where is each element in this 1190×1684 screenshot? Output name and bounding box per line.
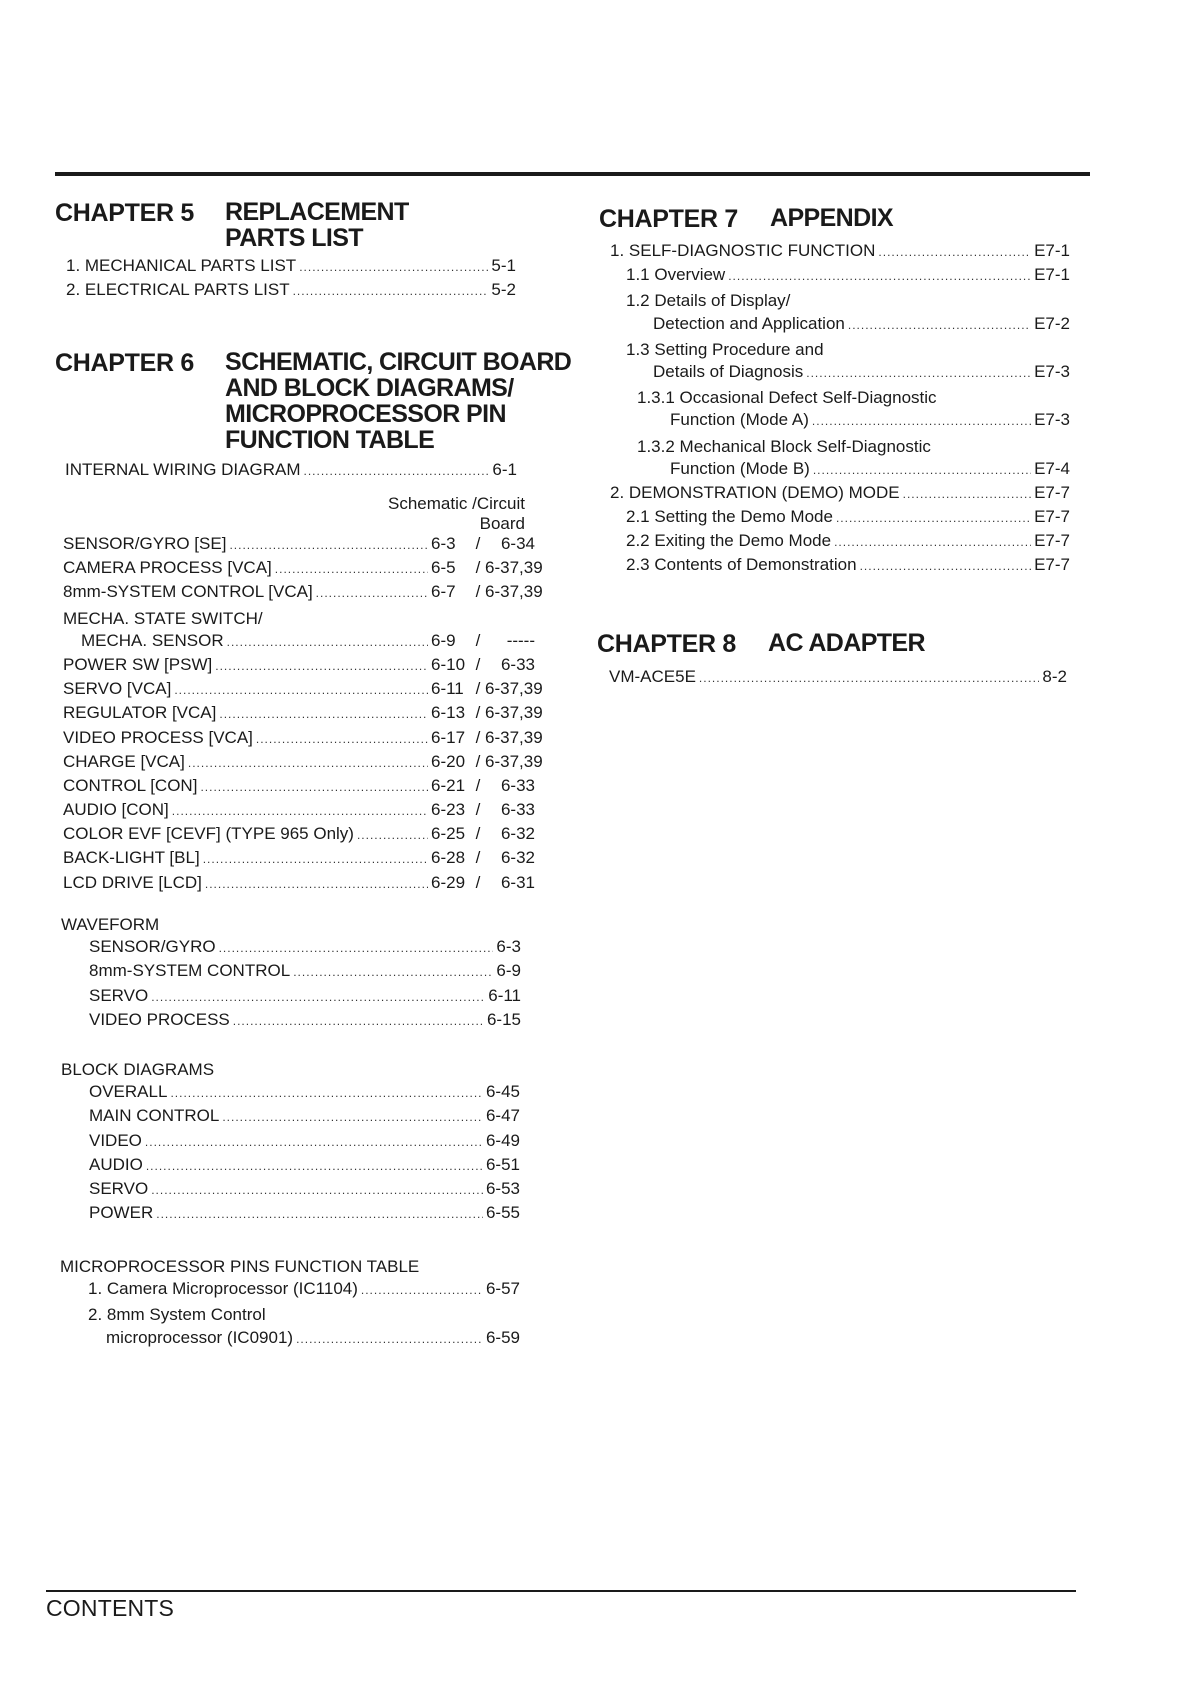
boards-list <box>63 534 543 897</box>
toc-entry[interactable]: 2. DEMONSTRATION (DEMO) MODE ..... E7-7 <box>610 483 1070 507</box>
toc-entry[interactable]: Details of Diagnosis ..... E7-3 <box>610 362 1070 386</box>
chapter6-title-line: MICROPROCESSOR PIN <box>225 400 506 428</box>
board-entry-line: MECHA. STATE SWITCH/ <box>63 608 263 628</box>
toc-entry[interactable]: POWER ..... 6-55 <box>89 1203 520 1227</box>
toc-entry[interactable]: microprocessor (IC0901) ..... 6-59 <box>88 1328 520 1352</box>
board-entry[interactable]: BACK-LIGHT [BL] ..... 6-28 / 6-32 <box>63 848 535 872</box>
board-entry[interactable]: CONTROL [CON] ..... 6-21 / 6-33 <box>63 776 535 800</box>
internal-wiring-entry <box>65 460 517 484</box>
toc-entry-line: 1.2 Details of Display/ <box>626 291 791 311</box>
chapter6-title-line: SCHEMATIC, CIRCUIT BOARD <box>225 348 572 376</box>
toc-entry[interactable]: 2.2 Exiting the Demo Mode ..... E7-7 <box>610 531 1070 555</box>
toc-entry[interactable]: Function (Mode A) ..... E7-3 <box>610 410 1070 434</box>
bottom-rule <box>46 1590 1076 1592</box>
toc-entry[interactable]: Function (Mode B) ..... E7-4 <box>610 459 1070 483</box>
toc-entry[interactable]: 1. Camera Microprocessor (IC1104) ..... 6-57 <box>88 1279 520 1303</box>
toc-entry[interactable]: Detection and Application ..... E7-2 <box>610 314 1070 338</box>
microprocessor-section <box>60 1255 520 1352</box>
chapter8-list <box>609 667 1067 691</box>
toc-entry[interactable]: SERVO ..... 6-11 <box>89 986 521 1010</box>
board-entry[interactable]: REGULATOR [VCA] ..... 6-13 / 6-37,39 <box>63 703 535 727</box>
toc-entry[interactable]: 2.3 Contents of Demonstration ..... E7-7 <box>610 555 1070 579</box>
chapter7-title: APPENDIX <box>770 204 894 232</box>
chapter6-title-line: AND BLOCK DIAGRAMS/ <box>225 374 514 402</box>
board-entry[interactable]: VIDEO PROCESS [VCA] ..... 6-17 / 6-37,39 <box>63 728 535 752</box>
waveform-heading: WAVEFORM <box>61 915 160 934</box>
board-entry[interactable]: MECHA. SENSOR ..... 6-9 / ----- <box>63 631 535 655</box>
toc-entry-line: 1.3 Setting Procedure and <box>626 339 824 359</box>
board-entry[interactable]: SENSOR/GYRO [SE] ..... 6-3 / 6-34 <box>63 534 535 558</box>
chapter5-title-line: PARTS LIST <box>225 224 363 252</box>
board-entry[interactable]: AUDIO [CON] ..... 6-23 / 6-33 <box>63 800 535 824</box>
chapter5-title <box>225 199 409 251</box>
chapter7-number: CHAPTER 7 <box>599 205 738 233</box>
toc-entry[interactable]: 1. MECHANICAL PARTS LIST ..... 5-1 <box>66 256 516 280</box>
chapter8-number: CHAPTER 8 <box>597 630 736 658</box>
board-entry[interactable]: 8mm-SYSTEM CONTROL [VCA] ..... 6-7 / 6-37,39 <box>63 582 535 606</box>
board-header-line: Board <box>479 514 525 533</box>
toc-entry-line: 1.3.1 Occasional Defect Self-Diagnostic <box>637 388 937 408</box>
toc-entry-line: 2. 8mm System Control <box>88 1305 266 1325</box>
chapter5-title-line: REPLACEMENT <box>225 198 409 226</box>
waveform-section <box>61 913 521 1034</box>
toc-entry[interactable]: OVERALL ..... 6-45 <box>89 1082 520 1106</box>
microprocessor-heading: MICROPROCESSOR PINS FUNCTION TABLE <box>60 1257 420 1276</box>
chapter5-number: CHAPTER 5 <box>55 199 194 227</box>
chapter7-list <box>610 241 1070 580</box>
toc-entry[interactable]: 8mm-SYSTEM CONTROL ..... 6-9 <box>89 961 521 985</box>
toc-entry[interactable]: 2.1 Setting the Demo Mode ..... E7-7 <box>610 507 1070 531</box>
toc-entry[interactable]: VM-ACE5E ..... 8-2 <box>609 667 1067 691</box>
toc-entry[interactable]: INTERNAL WIRING DIAGRAM ..... 6-1 <box>65 460 517 484</box>
top-rule <box>55 172 1090 176</box>
toc-entry[interactable]: SERVO ..... 6-53 <box>89 1179 520 1203</box>
board-entry[interactable]: CHARGE [VCA] ..... 6-20 / 6-37,39 <box>63 752 535 776</box>
toc-entry-line: 1.3.2 Mechanical Block Self-Diagnostic <box>637 436 931 456</box>
toc-entry[interactable]: 1. SELF-DIAGNOSTIC FUNCTION ..... E7-1 <box>610 241 1070 265</box>
block-diagrams-section <box>61 1058 520 1227</box>
schematic-header-line: Schematic /Circuit <box>388 494 525 513</box>
chapter8-title: AC ADAPTER <box>768 629 925 657</box>
toc-entry[interactable]: SENSOR/GYRO ..... 6-3 <box>89 937 521 961</box>
toc-entry[interactable]: 2. ELECTRICAL PARTS LIST ..... 5-2 <box>66 280 516 304</box>
toc-entry[interactable]: VIDEO ..... 6-49 <box>89 1131 520 1155</box>
block-diagrams-heading: BLOCK DIAGRAMS <box>61 1060 215 1079</box>
board-entry[interactable]: COLOR EVF [CEVF] (TYPE 965 Only) ..... 6-25 / 6-32 <box>63 824 535 848</box>
schematic-header <box>62 494 525 534</box>
chapter5-list <box>66 256 516 304</box>
toc-entry[interactable]: MAIN CONTROL ..... 6-47 <box>89 1106 520 1130</box>
chapter6-title <box>225 349 571 453</box>
board-entry[interactable]: POWER SW [PSW] ..... 6-10 / 6-33 <box>63 655 535 679</box>
toc-entry[interactable]: 1.1 Overview ..... E7-1 <box>610 265 1070 289</box>
board-entry[interactable]: CAMERA PROCESS [VCA] ..... 6-5 / 6-37,39 <box>63 558 535 582</box>
board-entry[interactable]: LCD DRIVE [LCD] ..... 6-29 / 6-31 <box>63 873 535 897</box>
footer-label: CONTENTS <box>46 1595 175 1621</box>
toc-entry[interactable]: AUDIO ..... 6-51 <box>89 1155 520 1179</box>
chapter6-number: CHAPTER 6 <box>55 349 194 377</box>
toc-entry[interactable]: VIDEO PROCESS ..... 6-15 <box>89 1010 521 1034</box>
board-entry[interactable]: SERVO [VCA] ..... 6-11 / 6-37,39 <box>63 679 535 703</box>
chapter6-title-line: FUNCTION TABLE <box>225 426 435 454</box>
